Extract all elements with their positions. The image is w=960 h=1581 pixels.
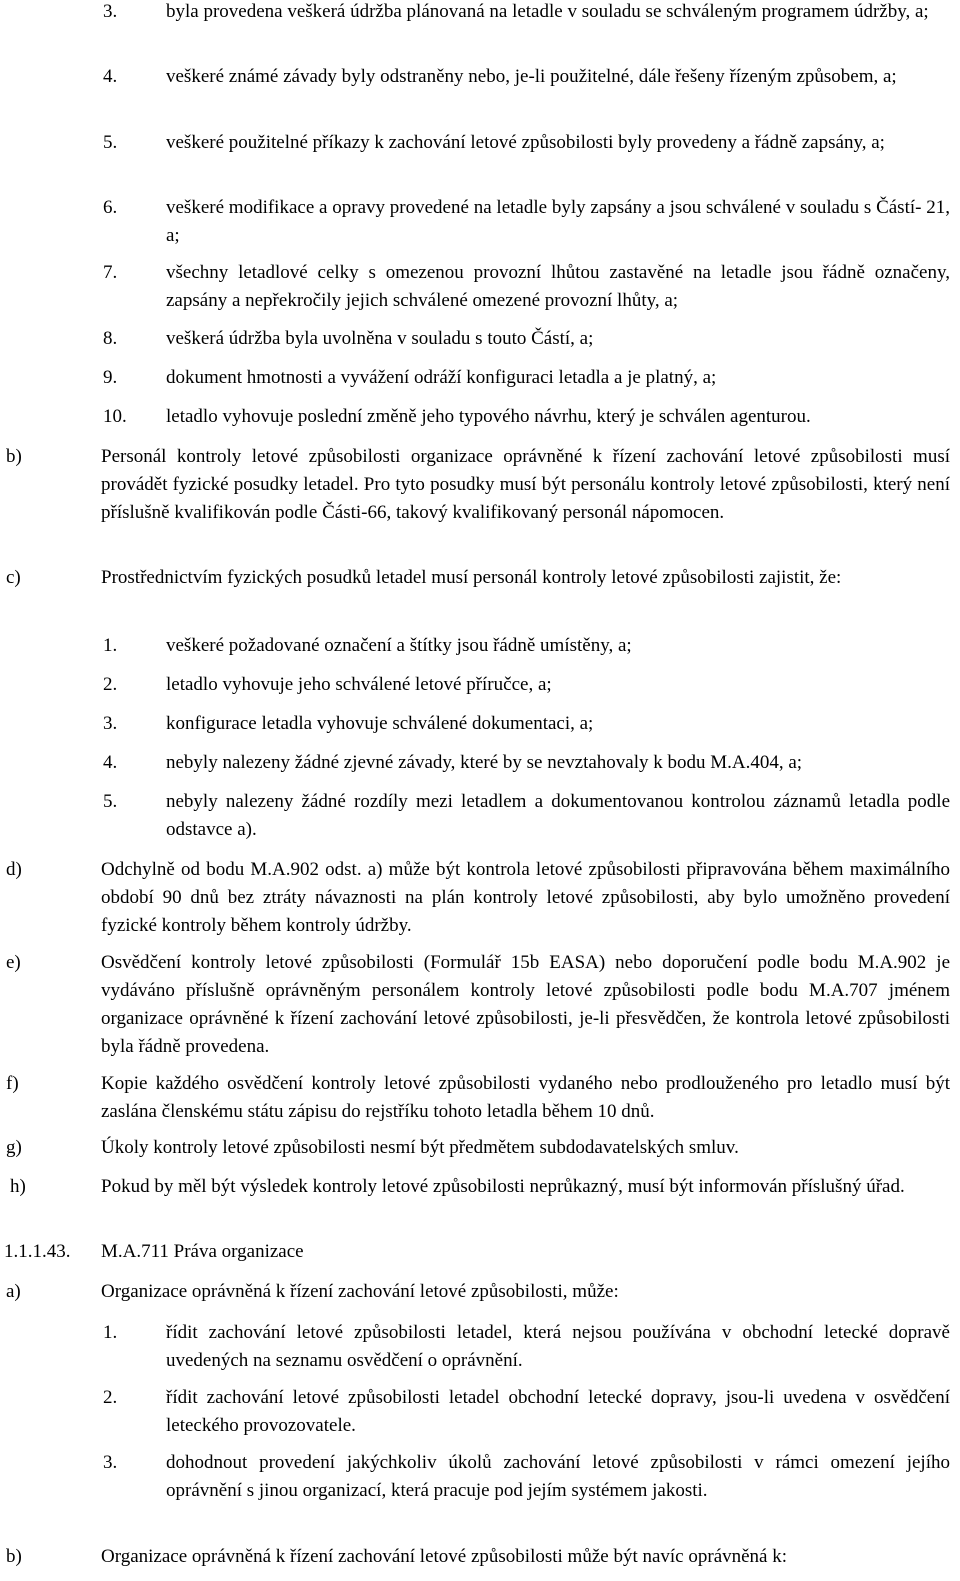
list-item-number: 3.	[103, 1, 118, 22]
paragraph-text: Odchylně od bodu M.A.902 odst. a) může být kontrola letové způsobilosti připravována během maximálního období 90 dnů bez ztráty návaznosti na plán kontroly letové způsobilosti, aby bylo umožněno provedení fyzické kontroly během kontroly údržby.	[101, 859, 950, 936]
list-item-text: veškeré použitelné příkazy k zachování letové způsobilosti byly provedeny a řádně zapsány, a;	[166, 132, 885, 153]
list-item-number: 6.	[103, 197, 118, 218]
list-item-text: veškeré modifikace a opravy provedené na letadle byly zapsány a jsou schválené v souladu s Částí- 21, a;	[166, 197, 950, 246]
list-item-number: 7.	[103, 262, 118, 283]
paragraph-text: Personál kontroly letové způsobilosti organizace oprávněné k řízení zachování letové způsobilosti musí provádět fyzické posudky letadel. Pro tyto posudky musí být personálu kontroly letové způsobilosti, který není příslušně kvalifikován podle Části-66, takový kvalifikovaný personál nápomocen.	[101, 446, 950, 523]
list-item-number: 4.	[103, 66, 118, 87]
paragraph-text: Kopie každého osvědčení kontroly letové způsobilosti vydaného nebo prodlouženého pro letadlo musí být zaslána členskému státu zápisu do rejstříku tohoto letadla během 10 dnů.	[101, 1073, 950, 1122]
list-item-text: nebyly nalezeny žádné rozdíly mezi letadlem a dokumentovanou kontrolou záznamů letadla podle odstavce a).	[166, 791, 950, 840]
paragraph-text: Organizace oprávněná k řízení zachování letové způsobilosti, může:	[101, 1281, 619, 1302]
list-item-text: nebyly nalezeny žádné zjevné závady, které by se nevztahovaly k bodu M.A.404, a;	[166, 752, 803, 773]
list-item-number: 2.	[103, 1387, 118, 1408]
paragraph-label: d)	[6, 859, 22, 880]
list-item-number: 8.	[103, 328, 118, 349]
list-item-text: řídit zachování letové způsobilosti letadel obchodní letecké dopravy, jsou-li uvedena v osvědčení leteckého provozovatele.	[166, 1387, 950, 1436]
paragraph-label: b)	[6, 1546, 22, 1567]
list-item-number: 1.	[103, 635, 118, 656]
list-item-text: letadlo vyhovuje jeho schválené letové příručce, a;	[166, 674, 552, 695]
paragraph-label: c)	[6, 567, 21, 588]
paragraph-text: Úkoly kontroly letové způsobilosti nesmí být předmětem subdodavatelských smluv.	[101, 1137, 739, 1158]
list-item-number: 1.	[103, 1322, 118, 1343]
list-item-text: řídit zachování letové způsobilosti letadel, která nejsou používána v obchodní letecké dopravě uvedených na seznamu osvědčení o oprávnění.	[166, 1322, 950, 1371]
list-item-number: 3.	[103, 713, 118, 734]
list-item-number: 4.	[103, 752, 118, 773]
list-item-text: konfigurace letadla vyhovuje schválené dokumentaci, a;	[166, 713, 594, 734]
list-item-text: dokument hmotnosti a vyvážení odráží konfiguraci letadla a je platný, a;	[166, 367, 717, 388]
list-item-number: 5.	[103, 791, 118, 812]
paragraph-label: b)	[6, 446, 22, 467]
paragraph-label: a)	[6, 1281, 21, 1302]
list-item-text: veškeré známé závady byly odstraněny nebo, je-li použitelné, dále řešeny řízeným způsobem, a;	[166, 66, 897, 87]
section-heading	[4, 1238, 304, 1266]
list-item-text: veškeré požadované označení a štítky jsou řádně umístěny, a;	[166, 635, 632, 656]
paragraph-label: g)	[6, 1137, 22, 1158]
paragraph-text: Prostřednictvím fyzických posudků letadel musí personál kontroly letové způsobilosti zajistit, že:	[101, 567, 842, 588]
list-item-number: 2.	[103, 674, 118, 695]
list-item-number: 5.	[103, 132, 118, 153]
section-title: M.A.711 Práva organizace	[101, 1241, 304, 1262]
paragraph-label: f)	[6, 1073, 19, 1094]
paragraph-label: h)	[10, 1176, 26, 1197]
list-item-text: letadlo vyhovuje poslední změně jeho typového návrhu, který je schválen agenturou.	[166, 406, 811, 427]
list-item-text: dohodnout provedení jakýchkoliv úkolů zachování letové způsobilosti v rámci omezení jejího oprávnění s jinou organizací, která pracuje pod jejím systémem jakosti.	[166, 1452, 950, 1501]
list-item-text: byla provedena veškerá údržba plánovaná na letadle v souladu se schváleným programem údržby, a;	[166, 1, 929, 22]
list-item-number: 10.	[103, 406, 127, 427]
paragraph-text: Osvědčení kontroly letové způsobilosti (Formulář 15b EASA) nebo doporučení podle bodu M.A.902 je vydáváno příslušně oprávněným personálem kontroly letové způsobilosti podle bodu M.A.707 jménem organizace oprávněné k řízení zachování letové způsobilosti, je-li přesvědčen, že kontrola letové způsobilosti byla řádně provedena.	[101, 952, 950, 1057]
paragraph-text: Organizace oprávněná k řízení zachování letové způsobilosti může být navíc oprávněná k:	[101, 1546, 788, 1567]
section-number: 1.1.1.43.	[4, 1241, 71, 1262]
paragraph-label: e)	[6, 952, 21, 973]
list-item-text: všechny letadlové celky s omezenou provozní lhůtou zastavěné na letadle jsou řádně označeny, zapsány a nepřekročily jejich schválené omezené provozní lhůty, a;	[166, 262, 950, 311]
list-item-text: veškerá údržba byla uvolněna v souladu s touto Částí, a;	[166, 328, 594, 349]
list-item-number: 3.	[103, 1452, 118, 1473]
list-item-number: 9.	[103, 367, 118, 388]
paragraph-text: Pokud by měl být výsledek kontroly letové způsobilosti neprůkazný, musí být informován příslušný úřad.	[101, 1176, 905, 1197]
